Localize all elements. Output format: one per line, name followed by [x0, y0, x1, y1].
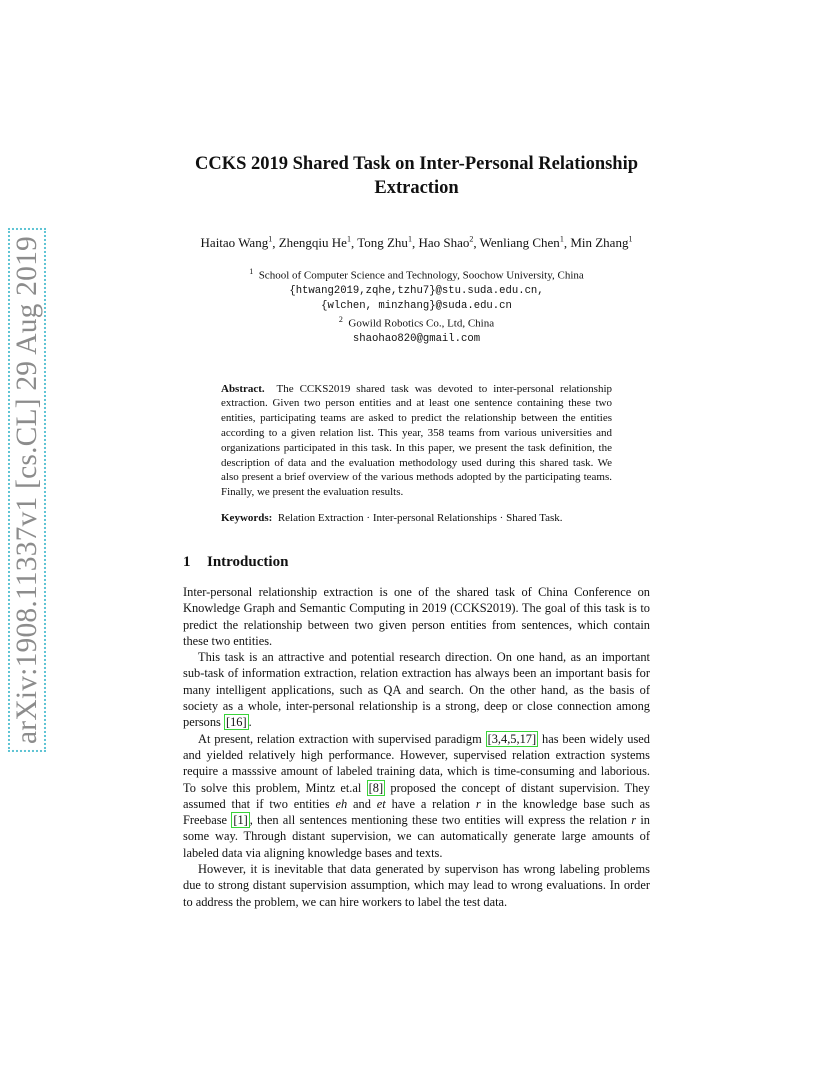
keywords-text: Relation Extraction · Inter-personal Relationships · Shared Task. [277, 512, 563, 524]
paragraph: Inter-personal relationship extraction is one of the shared task of China Conference on Knowledge Graph and Semantic Computing in 2019 (CCKS2019). The goal of this task is to predict the relationship between two given person entities from sentences, which contain these two entities. [183, 585, 650, 648]
citation-link[interactable]: [16] [225, 715, 247, 730]
paragraph: At present, relation extraction with supervised paradigm [3,4,5,17] has been widely used and yielded relatively high performance. However, supervised relation extraction systems require a masssive amount of labeled training data, which is time-consuming and laborious. To solve this problem, Mintz et.al [8] proposed the concept of distant supervision. They assumed that if two entities eh and et have a relation r in the knowledge base such as Freebase [1] , then all sentences mentioning these two entities will express the relation r in some way. Through distant supervision, we can automatically generate large amounts of labeled data via aligning knowledge bases and texts. [183, 731, 651, 860]
abstract [221, 382, 612, 500]
affiliation-1-email-2: {wlchen, minzhang}@suda.edu.cn [321, 299, 512, 312]
paragraph: This task is an attractive and potential research direction. On one hand, as an important sub-task of information extraction, relation extraction has always been an important basis for many intelligent applications, such as QA and search. On the other hand, as the basis of society as a whole, inter-personal relationship is a strong, deep or close connection among persons [16] . [183, 650, 650, 730]
math-symbol: r [631, 813, 637, 828]
affiliation-2-email: shaohao820@gmail.com [352, 332, 481, 345]
affiliation-1: $^1$ School of Computer Science and Technology, Soochow University, China [249, 267, 584, 282]
math-symbol: r [475, 796, 481, 811]
arxiv-id: arXiv:1908.11337v1 [cs.CL] 29 Aug 2019 [8, 228, 46, 752]
section-title: Introduction [207, 554, 289, 570]
paper-title: CCKS 2019 Shared Task on Inter-Personal Relationship Extraction [194, 154, 639, 198]
affiliation-1-email: {htwang2019,zqhe,tzhu7}@stu.suda.edu.cn, [289, 284, 544, 297]
affiliations [183, 265, 650, 346]
affiliation-2: $^2$ Gowild Robotics Co., Ltd, China [338, 315, 495, 331]
author: Tong Zhu$^1$ [357, 235, 412, 251]
citation-link[interactable]: [3,4,5,17] [487, 731, 537, 746]
paragraph: However, it is inevitable that data generated by supervison has wrong labeling problems due to strong distant supervision assumption, which may lead to wrong evaluations. In order to address the problem, we can hire workers to label the test data. [183, 862, 650, 909]
author-list: Haitao Wang$^1$, Zhengqiu He$^1$, Tong Zhu$^1$, Hao Shao$^2$, Wenliang Chen$^1$, Min Zhang$^1$ [200, 235, 633, 251]
paper-page [183, 150, 650, 910]
citation-link[interactable]: [1] [233, 813, 248, 828]
abstract-text: The CCKS2019 shared task was devoted to inter-personal relationship extraction. Given two person entities and at least one sentence containing these two entities, participating teams are asked to predict the relationship between the entities according to a given relation list. This year, 358 teams from various universities and organizations participated in this task. In this paper, we present the task definition, the description of data and the evaluation methodology used during this shared task. We also present a brief overview of the various methods adopted by the participating teams. Finally, we present the evaluation results. [221, 382, 612, 499]
section-body [183, 584, 650, 910]
keywords-label: Keywords: [221, 512, 273, 524]
author: Wenliang Chen$^1$ [479, 235, 564, 251]
author: Hao Shao$^2$ [418, 235, 474, 251]
citation-link[interactable]: [8] [368, 780, 384, 795]
keywords [221, 511, 612, 525]
section-number: 1 [183, 554, 191, 570]
math-symbol: eh [335, 796, 348, 811]
author: Zhengqiu He$^1$ [278, 235, 351, 251]
author: Min Zhang$^1$ [570, 235, 633, 251]
author: Haitao Wang$^1$ [200, 235, 273, 251]
arxiv-stamp [11, 236, 43, 744]
math-symbol: et [376, 796, 386, 811]
section-heading [183, 552, 650, 572]
abstract-label: Abstract. [221, 382, 265, 395]
